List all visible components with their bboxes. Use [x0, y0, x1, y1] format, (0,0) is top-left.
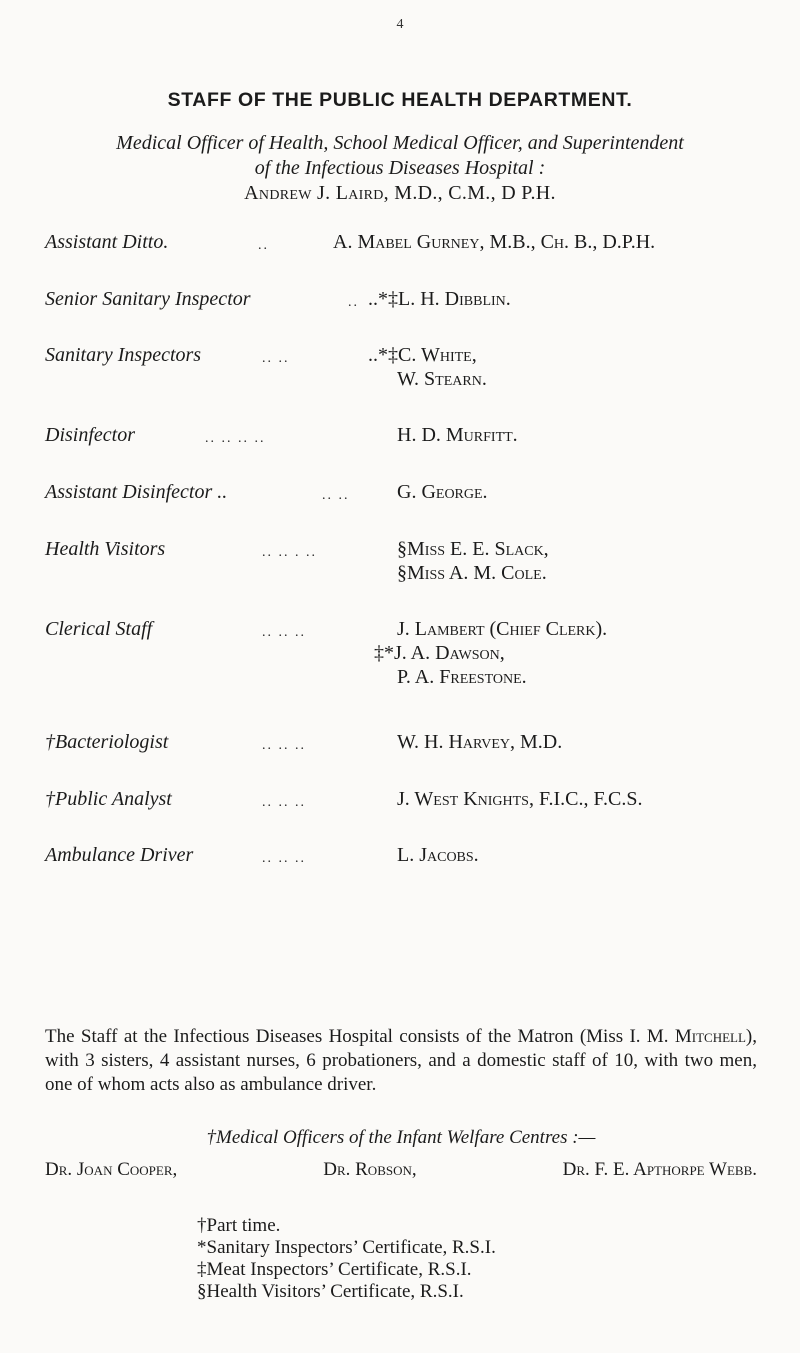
staff-name: H. D. Murfitt. [397, 424, 518, 446]
page-title: STAFF OF THE PUBLIC HEALTH DEPARTMENT. [167, 89, 633, 111]
moh-role-line: of the Infectious Diseases Hospital : [254, 157, 546, 179]
staff-name: §Miss A. M. Cole. [397, 562, 547, 584]
leader-dots: .. .. .. [262, 795, 306, 810]
staff-name: ..*‡L. H. Dibblin. [368, 288, 511, 310]
staff-role: Disinfector [45, 424, 135, 446]
staff-name: W. H. Harvey, M.D. [397, 731, 563, 753]
paragraph-text: ), with 3 sisters, 4 assistant nurses, 6 probationers, and a domestic staff of 10, with two men, one of whom acts also as ambulance driver. [45, 1026, 757, 1095]
hospital-staff-paragraph [45, 1025, 757, 1097]
staff-role: Health Visitors [45, 538, 166, 560]
leader-dots: .. .. [262, 351, 290, 366]
staff-role: Ambulance Driver [45, 844, 194, 866]
staff-role: Senior Sanitary Inspector [45, 288, 251, 310]
moh-role [20, 131, 780, 181]
staff-role: †Public Analyst [45, 788, 172, 810]
leader-dots: .. [348, 295, 359, 310]
footnote: *Sanitary Inspectors’ Certificate, R.S.I. [197, 1237, 496, 1258]
staff-name: W. Stearn. [397, 368, 487, 390]
staff-name: J. West Knights, F.I.C., F.C.S. [397, 788, 643, 810]
doctor-name: Dr. Robson, [323, 1159, 417, 1180]
doctor-name: Dr. Joan Cooper, [45, 1159, 178, 1180]
staff-name: A. Mabel Gurney, M.B., Ch. B., D.P.H. [333, 231, 656, 253]
infant-welfare-doctors [45, 1159, 757, 1181]
staff-name: J. Lambert (Chief Clerk). [397, 618, 608, 640]
leader-dots: .. .. . .. [262, 545, 317, 560]
staff-role: Assistant Disinfector .. [45, 481, 228, 503]
footnote: §Health Visitors’ Certificate, R.S.I. [197, 1281, 464, 1302]
leader-dots: .. .. .. [262, 625, 306, 640]
staff-role: Assistant Ditto. [45, 231, 169, 253]
staff-role: †Bacteriologist [45, 731, 169, 753]
staff-role: Sanitary Inspectors [45, 344, 202, 366]
staff-name: L. Jacobs. [397, 844, 479, 866]
staff-role: Clerical Staff [45, 618, 153, 640]
page-number: 4 [396, 17, 404, 32]
moh-name: Andrew J. Laird, M.D., C.M., D P.H. [244, 182, 556, 204]
leader-dots: .. [258, 238, 269, 253]
leader-dots: .. .. [322, 488, 350, 503]
leader-dots: .. .. .. [262, 851, 306, 866]
footnotes [197, 1215, 496, 1303]
leader-dots: .. .. .. .. [205, 431, 266, 446]
infant-welfare-heading: †Medical Officers of the Infant Welfare Centres :— [206, 1127, 596, 1148]
staff-name: G. George. [397, 481, 488, 503]
staff-name: ..*‡C. White, [368, 344, 477, 366]
staff-name: P. A. Freestone. [397, 666, 527, 688]
footnote: †Part time. [197, 1215, 281, 1236]
matron-surname: Mitchell [674, 1026, 746, 1047]
footnote: ‡Meat Inspectors’ Certificate, R.S.I. [197, 1259, 472, 1280]
paragraph-text: The Staff at the Infectious Diseases Hospital consists of the Matron (Miss I. M. [45, 1026, 675, 1047]
doctor-name: Dr. F. E. Apthorpe Webb. [562, 1159, 757, 1180]
staff-name: ‡*J. A. Dawson, [374, 642, 505, 664]
staff-name: §Miss E. E. Slack, [397, 538, 549, 560]
leader-dots: .. .. .. [262, 738, 306, 753]
moh-role-line: Medical Officer of Health, School Medical Officer, and Superintendent [116, 132, 684, 154]
